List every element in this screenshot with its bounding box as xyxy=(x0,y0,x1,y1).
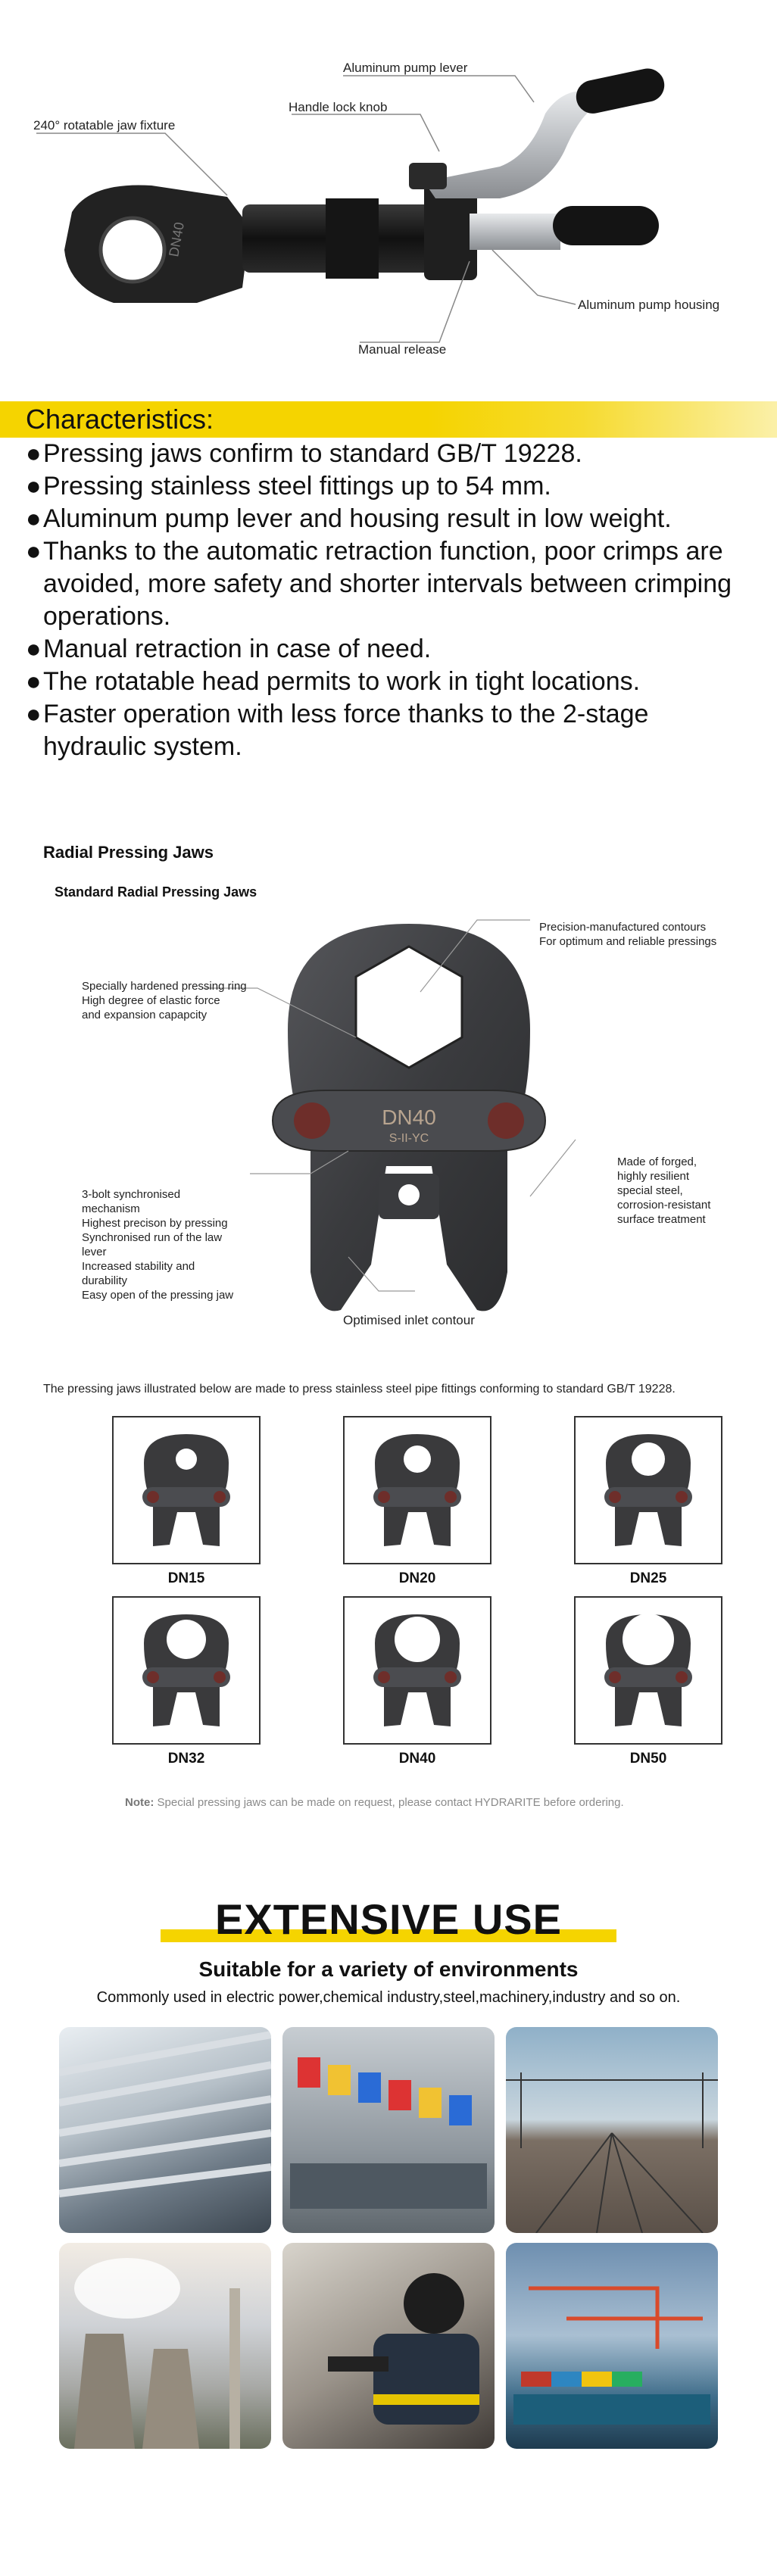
lock-knob xyxy=(409,163,447,189)
jaw-thumbnail xyxy=(112,1596,261,1745)
jaw-size-label: DN15 xyxy=(167,1570,205,1586)
jaw-thumbnail-drawing xyxy=(114,1598,259,1743)
bullet-icon: ● xyxy=(26,635,42,663)
characteristic-item: ● Thanks to the automatic retraction function, poor crimps are avoided, more safety and shorter intervals between crimping operations. xyxy=(26,537,732,631)
photo-worker-tool xyxy=(282,2243,495,2449)
bullet-icon: ● xyxy=(26,439,42,468)
power-plant-illustration xyxy=(59,2243,271,2449)
worker-illustration xyxy=(282,2243,495,2449)
characteristics-banner xyxy=(0,401,777,438)
hydraulic-crimping-tool-image xyxy=(0,0,777,394)
jaw-size-engraving: DN40 xyxy=(382,1106,436,1129)
characteristic-item: ● Aluminum pump lever and housing result in low weight. xyxy=(26,503,753,535)
callout-aluminum-pump-housing: Aluminum pump housing xyxy=(578,298,720,312)
pump-lever xyxy=(424,91,587,198)
callout-inlet-contour: Optimised inlet contour xyxy=(343,1313,475,1327)
callout-3-bolt-mechanism: 3-bolt synchronised mechanism Highest precison by pressing Synchronised run of the law lever Increased stability and durability Easy open of the pressing jaw xyxy=(82,1188,234,1302)
pipes-illustration xyxy=(59,2027,271,2233)
bullet-icon: ● xyxy=(26,667,42,696)
jaw-size-label: DN50 xyxy=(629,1751,667,1767)
characteristics-title: Characteristics: xyxy=(26,404,214,435)
port-illustration xyxy=(506,2243,718,2449)
pump-housing xyxy=(470,214,560,250)
jaw-size-label: DN25 xyxy=(629,1570,667,1586)
jaw-thumbnail xyxy=(574,1416,722,1564)
characteristic-item: ● Faster operation with less force thanks to the 2-stage hydraulic system. xyxy=(26,700,649,761)
note xyxy=(125,1796,624,1809)
bullet-icon: ● xyxy=(26,472,42,501)
railway-illustration xyxy=(506,2027,718,2233)
callout-manual-release: Manual release xyxy=(358,342,447,357)
jaw-thumbnail xyxy=(112,1416,261,1564)
connectors-illustration xyxy=(282,2027,495,2233)
bullet-icon: ● xyxy=(26,537,42,566)
jaw-thumbnail-drawing xyxy=(345,1598,490,1743)
jaw-thumbnail xyxy=(574,1596,722,1745)
jaw-code-engraving: S-II-YC xyxy=(388,1132,429,1145)
note-text: Special pressing jaws can be made on request, please contact HYDRARITE before ordering. xyxy=(157,1796,624,1809)
photo-pipes xyxy=(59,2027,271,2233)
jaw-thumbnail xyxy=(343,1416,491,1564)
jaw-thumbnail-drawing xyxy=(576,1417,721,1563)
upper-grip xyxy=(573,65,668,117)
bullet-icon: ● xyxy=(26,700,42,728)
extensive-title: EXTENSIVE USE xyxy=(214,1895,563,1943)
radial-subheading: Standard Radial Pressing Jaws xyxy=(55,884,257,900)
jaw-engraving: DN40 xyxy=(166,220,187,258)
jaw-thumbnail xyxy=(343,1596,491,1745)
callout-aluminum-pump-lever: Aluminum pump lever xyxy=(343,61,468,75)
bullet-icon: ● xyxy=(26,504,42,533)
jaw-size-label: DN32 xyxy=(167,1751,205,1767)
photo-container-port xyxy=(506,2243,718,2449)
jaw-thumbnail-drawing xyxy=(345,1417,490,1563)
radial-heading: Radial Pressing Jaws xyxy=(43,843,214,862)
extensive-description: Commonly used in electric power,chemical industry,steel,machinery,industry and so on. xyxy=(96,1989,681,2006)
jaw-size-label: DN40 xyxy=(398,1751,436,1767)
jaw-fixture xyxy=(64,185,250,303)
jaw-size-label: DN20 xyxy=(398,1570,436,1586)
lower-grip xyxy=(553,206,659,245)
callout-handle-lock-knob: Handle lock knob xyxy=(289,100,388,114)
characteristic-item: ● Manual retraction in case of need. xyxy=(26,633,753,666)
characteristic-item: ● Pressing stainless steel fittings up to 54 mm. xyxy=(26,470,753,503)
note-label: Note: xyxy=(125,1796,154,1809)
characteristic-item: ● The rotatable head permits to work in tight locations. xyxy=(26,666,753,698)
callout-hardened-ring: Specially hardened pressing ring High degree of elastic force and expansion capapcity xyxy=(82,980,247,1021)
callout-precision-contours: Precision-manufactured contours For optimum and reliable pressings xyxy=(539,921,717,948)
characteristic-item: ● Pressing jaws confirm to standard GB/T 19228. xyxy=(26,438,753,470)
photo-power-plant xyxy=(59,2243,271,2449)
callout-forged-steel: Made of forged, highly resilient special steel, corrosion-resistant surface treatment xyxy=(617,1155,711,1226)
callout-rotatable-jaw-fixture: 240° rotatable jaw fixture xyxy=(33,118,176,133)
extensive-subtitle: Suitable for a variety of environments xyxy=(198,1957,579,1981)
photo-railway xyxy=(506,2027,718,2233)
tool-diagram-section xyxy=(0,0,777,394)
photo-electrical-connectors xyxy=(282,2027,495,2233)
jaw-thumbnail-drawing xyxy=(576,1598,721,1743)
jaws-intro-text: The pressing jaws illustrated below are made to press stainless steel pipe fittings conforming to standard GB/T 19228. xyxy=(43,1383,676,1396)
jaw-thumbnail-drawing xyxy=(114,1417,259,1563)
